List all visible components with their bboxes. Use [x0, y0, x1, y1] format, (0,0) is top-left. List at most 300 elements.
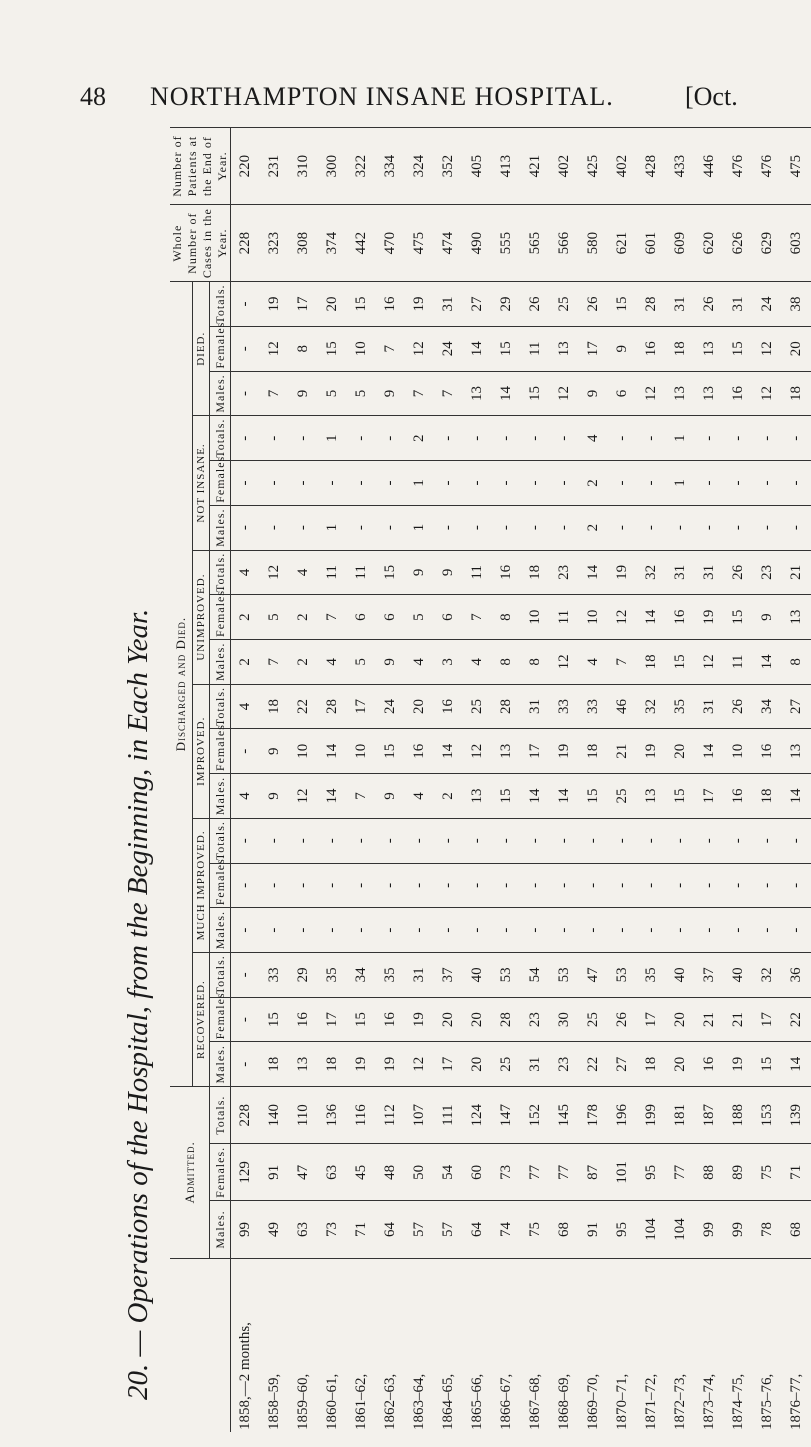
ni-cell: - — [492, 461, 521, 506]
much-cell: - — [318, 818, 347, 863]
year-cell: 1869–70, — [579, 1258, 608, 1432]
unimp-cell: 8 — [492, 595, 521, 640]
rec-cell: 19 — [724, 1042, 753, 1087]
unimp-cell: 23 — [753, 550, 782, 595]
table-row — [463, 128, 492, 1433]
ni-cell: - — [347, 416, 376, 461]
much-cell: - — [289, 863, 318, 908]
much-cell: - — [492, 908, 521, 953]
much-cell: - — [463, 908, 492, 953]
imp-cell: 10 — [289, 729, 318, 774]
table-row — [521, 128, 550, 1433]
year-cell: 1858–59, — [260, 1258, 289, 1432]
much-cell: - — [637, 818, 666, 863]
adm-cell: 145 — [550, 1087, 579, 1144]
imp-cell: 13 — [637, 774, 666, 819]
whole-cell: 609 — [666, 205, 695, 282]
died-cell: 8 — [289, 326, 318, 371]
much-cell: - — [724, 908, 753, 953]
adm-cell: 99 — [231, 1201, 261, 1258]
rec-cell: 21 — [695, 997, 724, 1042]
unimp-cell: 18 — [637, 639, 666, 684]
rec-cell: 17 — [753, 997, 782, 1042]
adm-cell: 104 — [666, 1201, 695, 1258]
imp-cell: 20 — [666, 729, 695, 774]
imp-cell: 17 — [521, 729, 550, 774]
table-row — [231, 128, 261, 1433]
rec-cell: 25 — [579, 997, 608, 1042]
year-cell: 1862–63, — [376, 1258, 405, 1432]
died-cell: 12 — [753, 326, 782, 371]
unimp-cell: 8 — [782, 639, 811, 684]
unimp-cell: 2 — [289, 639, 318, 684]
rec-cell: 17 — [318, 997, 347, 1042]
unimp-cell: 31 — [666, 550, 695, 595]
imp-cell: 15 — [579, 774, 608, 819]
ni-cell: - — [260, 416, 289, 461]
unimp-cell: 23 — [550, 550, 579, 595]
unimp-cell: 12 — [550, 639, 579, 684]
adm-cell: 71 — [782, 1144, 811, 1201]
rec-cell: 34 — [347, 952, 376, 997]
adm-cell: 87 — [579, 1144, 608, 1201]
whole-cell: 228 — [231, 205, 261, 282]
unimp-cell: 9 — [434, 550, 463, 595]
much-males-header: Males. — [210, 908, 231, 953]
died-females-header: Females. — [210, 326, 231, 371]
year-cell: 1866–67, — [492, 1258, 521, 1432]
rec-cell: 19 — [347, 1042, 376, 1087]
died-cell: 16 — [376, 282, 405, 327]
ni-cell: - — [289, 505, 318, 550]
died-cell: 13 — [695, 371, 724, 416]
much-cell: - — [347, 908, 376, 953]
much-cell: - — [434, 863, 463, 908]
unimp-cell: 6 — [376, 595, 405, 640]
died-cell: 18 — [666, 326, 695, 371]
imp-cell: 22 — [289, 684, 318, 729]
died-cell: 26 — [521, 282, 550, 327]
adm-cell: 47 — [289, 1144, 318, 1201]
year-cell: 1873–74, — [695, 1258, 724, 1432]
adm-cell: 68 — [782, 1201, 811, 1258]
adm-cell: 57 — [405, 1201, 434, 1258]
died-cell: 9 — [289, 371, 318, 416]
ni-cell: - — [463, 461, 492, 506]
much-cell: - — [289, 818, 318, 863]
much-cell: - — [289, 908, 318, 953]
whole-cell: 629 — [753, 205, 782, 282]
whole-cell: 566 — [550, 205, 579, 282]
unimp-cell: 11 — [463, 550, 492, 595]
unimp-cell: 4 — [231, 550, 261, 595]
adm-cell: 99 — [695, 1201, 724, 1258]
journal-title: NORTHAMPTON INSANE HOSPITAL. — [150, 82, 614, 111]
much-cell: - — [550, 908, 579, 953]
much-cell: - — [724, 863, 753, 908]
rec-cell: 26 — [608, 997, 637, 1042]
rec-cell: 37 — [695, 952, 724, 997]
adm-cell: 181 — [666, 1087, 695, 1144]
rec-cell: 15 — [347, 997, 376, 1042]
rec-cell: 25 — [492, 1042, 521, 1087]
rec-cell: 16 — [376, 997, 405, 1042]
rec-cell: 23 — [521, 997, 550, 1042]
imp-cell: 16 — [753, 729, 782, 774]
died-cell: 15 — [347, 282, 376, 327]
died-cell: 5 — [347, 371, 376, 416]
adm-cell: 73 — [492, 1144, 521, 1201]
much-cell: - — [405, 908, 434, 953]
much-totals-header: Totals. — [210, 818, 231, 863]
recovered-header: RECOVERED. — [192, 952, 209, 1086]
ni-cell: - — [608, 505, 637, 550]
rec-cell: 30 — [550, 997, 579, 1042]
unimp-cell: 7 — [260, 639, 289, 684]
table-row — [753, 128, 782, 1433]
died-cell: 20 — [782, 326, 811, 371]
much-cell: - — [782, 863, 811, 908]
unimp-cell: 32 — [637, 550, 666, 595]
much-cell: - — [666, 863, 695, 908]
remain-cell: 402 — [550, 128, 579, 205]
unimp-cell: 10 — [521, 595, 550, 640]
rec-cell: 15 — [753, 1042, 782, 1087]
died-cell: 7 — [260, 371, 289, 416]
imp-cell: 14 — [318, 774, 347, 819]
rec-cell: 35 — [376, 952, 405, 997]
much-cell: - — [231, 818, 261, 863]
died-cell: 13 — [550, 326, 579, 371]
ni-cell: - — [724, 505, 753, 550]
died-cell: 12 — [637, 371, 666, 416]
much-cell: - — [463, 863, 492, 908]
much-cell: - — [318, 908, 347, 953]
imp-cell: 16 — [434, 684, 463, 729]
ni-cell: - — [347, 505, 376, 550]
much-cell: - — [753, 818, 782, 863]
ni-cell: - — [521, 461, 550, 506]
rec-cell: 40 — [724, 952, 753, 997]
imp-cell: 10 — [347, 729, 376, 774]
imp-cell: 18 — [579, 729, 608, 774]
remain-cell: 324 — [405, 128, 434, 205]
whole-cell: 621 — [608, 205, 637, 282]
rec-cell: 29 — [289, 952, 318, 997]
imp-cell: 14 — [695, 729, 724, 774]
remain-cell: 405 — [463, 128, 492, 205]
adm-cell: 50 — [405, 1144, 434, 1201]
adm-cell: 73 — [318, 1201, 347, 1258]
imp-cell: 33 — [579, 684, 608, 729]
ni-cell: - — [434, 416, 463, 461]
much-females-header: Females. — [210, 863, 231, 908]
died-cell: 13 — [666, 371, 695, 416]
whole-cell: 555 — [492, 205, 521, 282]
imp-cell: 9 — [260, 729, 289, 774]
died-cell: 24 — [434, 326, 463, 371]
adm-cell: 111 — [434, 1087, 463, 1144]
much-cell: - — [637, 908, 666, 953]
unimp-cell: 16 — [492, 550, 521, 595]
imp-cell: 25 — [608, 774, 637, 819]
ni-cell: - — [318, 461, 347, 506]
unimp-cell: 12 — [608, 595, 637, 640]
imp-cell: 27 — [782, 684, 811, 729]
adm-cell: 152 — [521, 1087, 550, 1144]
much-cell: - — [666, 818, 695, 863]
much-cell: - — [463, 818, 492, 863]
adm-cell: 129 — [231, 1144, 261, 1201]
rec-cell: 47 — [579, 952, 608, 997]
unimp-cell: 31 — [695, 550, 724, 595]
year-cell: 1875–76, — [753, 1258, 782, 1432]
ni-cell: - — [637, 461, 666, 506]
imp-cell: 25 — [463, 684, 492, 729]
ni-cell: - — [637, 416, 666, 461]
unimp-cell: 13 — [782, 595, 811, 640]
unimp-cell: 10 — [579, 595, 608, 640]
imp-cell: 4 — [231, 774, 261, 819]
imp-cell: 46 — [608, 684, 637, 729]
adm-cell: 110 — [289, 1087, 318, 1144]
adm-cell: 77 — [666, 1144, 695, 1201]
adm-cell: 89 — [724, 1144, 753, 1201]
adm-cell: 45 — [347, 1144, 376, 1201]
imp-cell: 14 — [550, 774, 579, 819]
whole-cell: 626 — [724, 205, 753, 282]
much-cell: - — [492, 863, 521, 908]
unimp-cell: 2 — [231, 595, 261, 640]
imp-cell: 31 — [521, 684, 550, 729]
adm-cell: 64 — [463, 1201, 492, 1258]
imp-cell: 18 — [753, 774, 782, 819]
adm-cell: 112 — [376, 1087, 405, 1144]
rec-cell: 12 — [405, 1042, 434, 1087]
rec-males-header: Males. — [210, 1042, 231, 1087]
statistics-table — [170, 127, 811, 1432]
ni-cell: - — [753, 416, 782, 461]
whole-cell: 374 — [318, 205, 347, 282]
much-cell: - — [231, 863, 261, 908]
remain-cell: 231 — [260, 128, 289, 205]
much-cell: - — [753, 908, 782, 953]
unimp-cell: 7 — [463, 595, 492, 640]
ni-cell: - — [231, 416, 261, 461]
died-cell: 25 — [550, 282, 579, 327]
died-males-header: Males. — [210, 371, 231, 416]
year-cell: 1876–77, — [782, 1258, 811, 1432]
rec-cell: 54 — [521, 952, 550, 997]
much-cell: - — [550, 863, 579, 908]
page-header — [0, 0, 800, 110]
rec-cell: 18 — [318, 1042, 347, 1087]
whole-cell: 620 — [695, 205, 724, 282]
ni-cell: - — [724, 416, 753, 461]
died-cell: 10 — [347, 326, 376, 371]
remain-cell: 476 — [753, 128, 782, 205]
imp-cell: 24 — [376, 684, 405, 729]
unimp-cell: 9 — [376, 639, 405, 684]
ni-cell: - — [376, 416, 405, 461]
unimp-cell: 11 — [347, 550, 376, 595]
remain-cell: 475 — [782, 128, 811, 205]
adm-cell: 140 — [260, 1087, 289, 1144]
imp-females-header: Females. — [210, 729, 231, 774]
whole-cell: 565 — [521, 205, 550, 282]
year-cell: 1865–66, — [463, 1258, 492, 1432]
much-cell: - — [231, 908, 261, 953]
unimp-cell: 16 — [666, 595, 695, 640]
adm-cell: 75 — [521, 1201, 550, 1258]
table-row — [782, 128, 811, 1433]
unimp-cell: 19 — [695, 595, 724, 640]
rec-cell: 19 — [376, 1042, 405, 1087]
died-cell: 29 — [492, 282, 521, 327]
ni-cell: - — [231, 505, 261, 550]
ni-cell: - — [550, 416, 579, 461]
ni-cell: 1 — [666, 461, 695, 506]
died-cell: 6 — [608, 371, 637, 416]
year-cell: 1871–72, — [637, 1258, 666, 1432]
much-improved-header: MUCH IMPROVED. — [192, 818, 209, 952]
imp-cell: 13 — [492, 729, 521, 774]
adm-cell: 77 — [521, 1144, 550, 1201]
rec-totals-header: Totals. — [210, 952, 231, 997]
rec-cell: 37 — [434, 952, 463, 997]
table-row — [434, 128, 463, 1433]
rec-cell: 35 — [318, 952, 347, 997]
ni-cell: - — [550, 461, 579, 506]
imp-cell: 15 — [376, 729, 405, 774]
rec-cell: 17 — [434, 1042, 463, 1087]
rec-females-header: Females. — [210, 997, 231, 1042]
died-totals-header: Totals. — [210, 282, 231, 327]
adm-cell: 136 — [318, 1087, 347, 1144]
much-cell: - — [260, 908, 289, 953]
much-cell: - — [434, 818, 463, 863]
died-cell: 12 — [405, 326, 434, 371]
rec-cell: 22 — [579, 1042, 608, 1087]
remain-cell: 220 — [231, 128, 261, 205]
year-cell: 1858,—2 months, — [231, 1258, 261, 1432]
unimp-cell: 14 — [753, 639, 782, 684]
imp-cell: 16 — [724, 774, 753, 819]
adm-cell: 78 — [753, 1201, 782, 1258]
died-cell: 13 — [695, 326, 724, 371]
died-cell: 19 — [260, 282, 289, 327]
unimp-cell: 11 — [550, 595, 579, 640]
remain-cell: 402 — [608, 128, 637, 205]
ni-cell: - — [550, 505, 579, 550]
whole-cell: 490 — [463, 205, 492, 282]
unimp-cell: 4 — [463, 639, 492, 684]
died-cell: 16 — [637, 326, 666, 371]
died-cell: 18 — [782, 371, 811, 416]
adm-cell: 139 — [782, 1087, 811, 1144]
died-cell: 13 — [463, 371, 492, 416]
ni-cell: - — [782, 416, 811, 461]
year-cell: 1870–71, — [608, 1258, 637, 1432]
adm-cell: 188 — [724, 1087, 753, 1144]
rec-cell: 20 — [434, 997, 463, 1042]
rec-cell: 28 — [492, 997, 521, 1042]
imp-cell: 28 — [492, 684, 521, 729]
rec-cell: 27 — [608, 1042, 637, 1087]
much-cell: - — [492, 818, 521, 863]
whole-cell: 442 — [347, 205, 376, 282]
imp-cell: 14 — [434, 729, 463, 774]
rec-cell: 16 — [695, 1042, 724, 1087]
adm-cell: 199 — [637, 1087, 666, 1144]
died-cell: 26 — [579, 282, 608, 327]
ni-cell: - — [695, 461, 724, 506]
much-cell: - — [608, 908, 637, 953]
rec-cell: 14 — [782, 1042, 811, 1087]
died-cell: 15 — [724, 326, 753, 371]
ni-cell: - — [724, 461, 753, 506]
ni-cell: - — [695, 505, 724, 550]
adm-cell: 63 — [318, 1144, 347, 1201]
unimp-cell: 2 — [289, 595, 318, 640]
year-cell: 1874–75, — [724, 1258, 753, 1432]
imp-cell: 19 — [550, 729, 579, 774]
unimp-cell: 9 — [405, 550, 434, 595]
unimp-cell: 12 — [260, 550, 289, 595]
died-cell: 15 — [318, 326, 347, 371]
adm-cell: 228 — [231, 1087, 261, 1144]
whole-cell: 474 — [434, 205, 463, 282]
unimp-cell: 4 — [405, 639, 434, 684]
imp-cell: 13 — [782, 729, 811, 774]
improved-header: IMPROVED. — [192, 684, 209, 818]
imp-cell: 4 — [405, 774, 434, 819]
imp-cell: 35 — [666, 684, 695, 729]
died-cell: 38 — [782, 282, 811, 327]
year-cell: 1859–60, — [289, 1258, 318, 1432]
much-cell: - — [260, 818, 289, 863]
table-row — [260, 128, 289, 1433]
unimp-males-header: Males. — [210, 639, 231, 684]
unimp-cell: 15 — [666, 639, 695, 684]
number-remaining-header: Number of Patients at the End of Year. — [170, 128, 231, 205]
ni-cell: - — [376, 505, 405, 550]
month-label: [Oct. — [685, 82, 738, 111]
died-cell: 31 — [434, 282, 463, 327]
ni-cell: - — [521, 505, 550, 550]
rec-cell: 53 — [550, 952, 579, 997]
remain-cell: 446 — [695, 128, 724, 205]
page-number: 48 — [80, 82, 106, 111]
rec-cell: 40 — [666, 952, 695, 997]
imp-totals-header: Totals. — [210, 684, 231, 729]
much-cell: - — [579, 908, 608, 953]
imp-cell: 2 — [434, 774, 463, 819]
died-cell: 9 — [579, 371, 608, 416]
unimp-cell: 15 — [724, 595, 753, 640]
unimp-cell: 6 — [434, 595, 463, 640]
ni-cell: - — [608, 416, 637, 461]
whole-cell: 470 — [376, 205, 405, 282]
ni-females-header: Females. — [210, 461, 231, 506]
adm-cell: 178 — [579, 1087, 608, 1144]
adm-cell: 88 — [695, 1144, 724, 1201]
much-cell: - — [347, 863, 376, 908]
rec-cell: - — [231, 1042, 261, 1087]
died-cell: 7 — [376, 326, 405, 371]
whole-number-header: Whole Number of Cases in the Year. — [170, 205, 231, 282]
imp-cell: 9 — [376, 774, 405, 819]
